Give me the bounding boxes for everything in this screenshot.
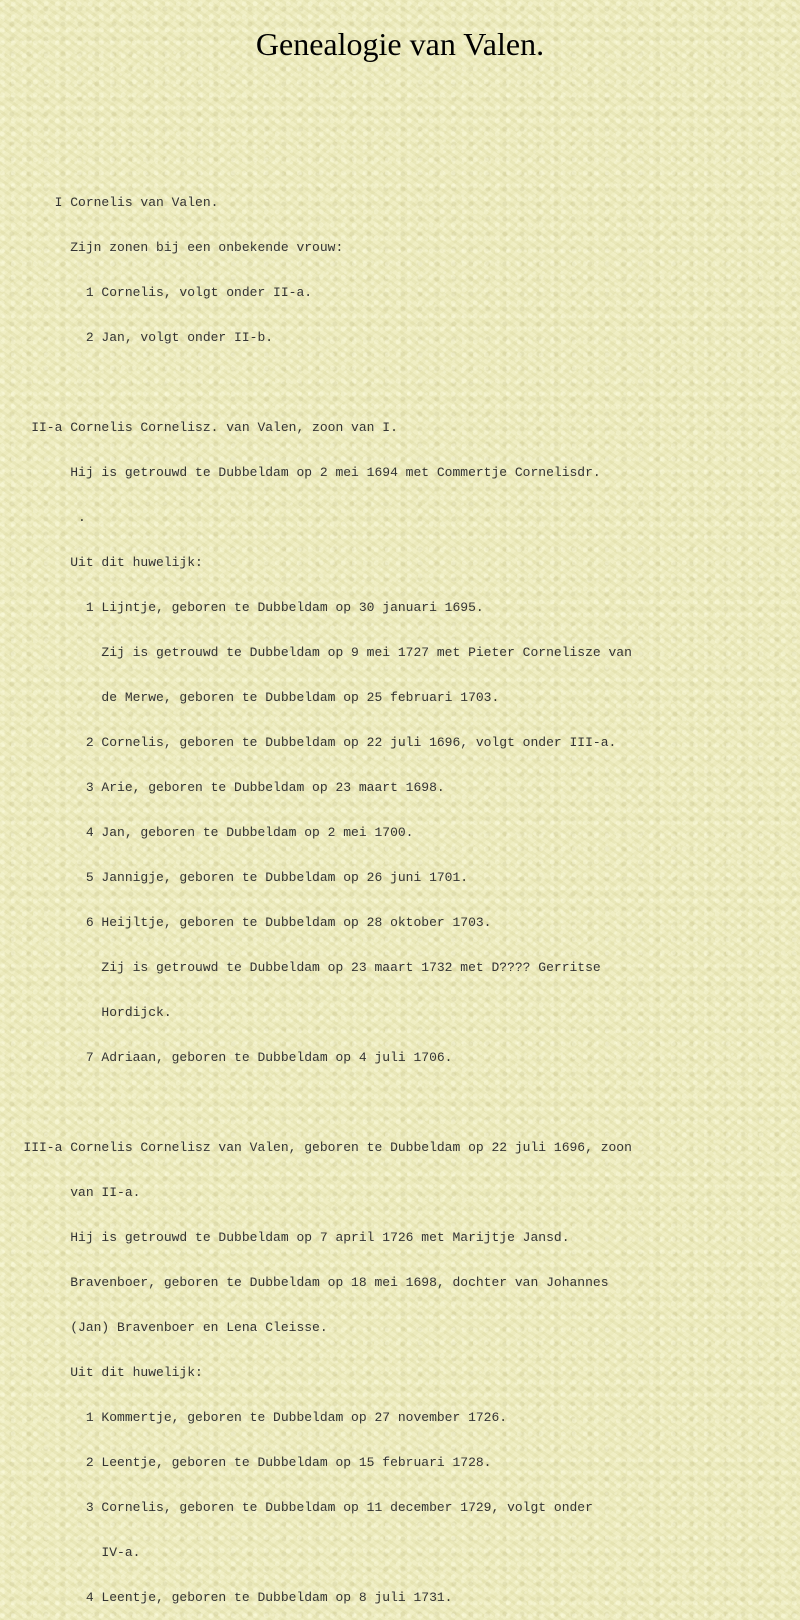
text-line: 2 Jan, volgt onder II-b. (0, 330, 274, 345)
text-line: IV-a. (0, 1545, 141, 1560)
text-line (0, 1095, 632, 1110)
text-line: Zij is getrouwd te Dubbeldam op 9 mei 1727 met Pieter Cornelisze van (0, 645, 632, 660)
text-line: 1 Cornelis, volgt onder II-a. (0, 285, 313, 300)
text-line: III-a Cornelis Cornelisz van Valen, geboren te Dubbeldam op 22 juli 1696, zoon (0, 1140, 632, 1155)
text-line: Hordijck. (0, 1005, 172, 1020)
text-line: . (0, 510, 86, 525)
text-line: 5 Jannigje, geboren te Dubbeldam op 26 juni 1701. (0, 870, 469, 885)
page-title: Genealogie van Valen. (255, 26, 545, 62)
genealogy-text (0, 120, 632, 1620)
text-line: I Cornelis van Valen. (0, 195, 219, 210)
text-line: 1 Lijntje, geboren te Dubbeldam op 30 januari 1695. (0, 600, 484, 615)
text-line: van II-a. (0, 1185, 141, 1200)
text-line: 1 Kommertje, geboren te Dubbeldam op 27 november 1726. (0, 1410, 508, 1425)
text-line: 6 Heijltje, geboren te Dubbeldam op 28 oktober 1703. (0, 915, 492, 930)
text-line: Hij is getrouwd te Dubbeldam op 2 mei 1694 met Commertje Cornelisdr. (0, 465, 601, 480)
text-line: Zij is getrouwd te Dubbeldam op 23 maart 1732 met D???? Gerritse (0, 960, 601, 975)
text-line: Zijn zonen bij een onbekende vrouw: (0, 240, 344, 255)
text-line: Bravenboer, geboren te Dubbeldam op 18 mei 1698, dochter van Johannes (0, 1275, 609, 1290)
text-line: 7 Adriaan, geboren te Dubbeldam op 4 juli 1706. (0, 1050, 453, 1065)
text-line: 2 Cornelis, geboren te Dubbeldam op 22 juli 1696, volgt onder III-a. (0, 735, 617, 750)
text-line: Hij is getrouwd te Dubbeldam op 7 april 1726 met Marijtje Jansd. (0, 1230, 570, 1245)
text-line: 3 Cornelis, geboren te Dubbeldam op 11 december 1729, volgt onder (0, 1500, 593, 1515)
text-line: de Merwe, geboren te Dubbeldam op 25 februari 1703. (0, 690, 500, 705)
text-line (0, 150, 632, 165)
text-line: II-a Cornelis Cornelisz. van Valen, zoon van I. (0, 420, 398, 435)
text-line: 4 Jan, geboren te Dubbeldam op 2 mei 1700. (0, 825, 414, 840)
text-line: Uit dit huwelijk: (0, 555, 203, 570)
text-line: 3 Arie, geboren te Dubbeldam op 23 maart 1698. (0, 780, 445, 795)
text-line: (Jan) Bravenboer en Lena Cleisse. (0, 1320, 328, 1335)
text-line: 4 Leentje, geboren te Dubbeldam op 8 juli 1731. (0, 1590, 453, 1605)
text-line: Uit dit huwelijk: (0, 1365, 203, 1380)
text-line (0, 375, 632, 390)
text-line: 2 Leentje, geboren te Dubbeldam op 15 februari 1728. (0, 1455, 492, 1470)
